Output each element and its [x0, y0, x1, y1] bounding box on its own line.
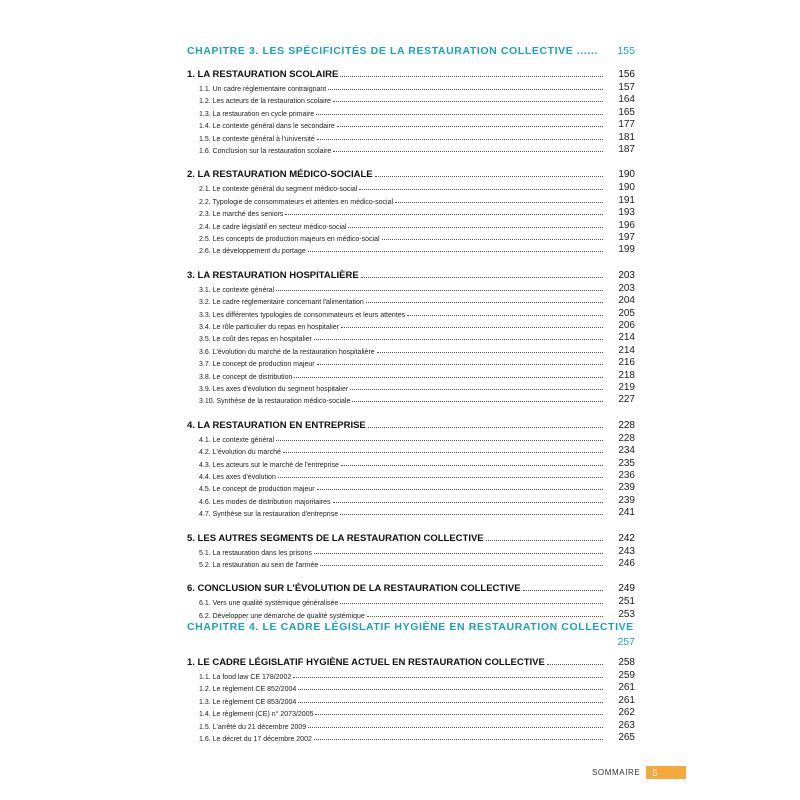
- dot-leader: [285, 214, 603, 215]
- toc-entry-page: 265: [618, 732, 635, 743]
- toc-entry-label: 1.1. Un cadre réglementaire contraignant: [199, 86, 327, 93]
- toc-subsection-entry[interactable]: [199, 119, 635, 130]
- toc-subsection-entry[interactable]: [199, 682, 635, 693]
- toc-entry-label: 3.3. Les différentes typologies de consommateurs et leurs attentes: [199, 311, 406, 319]
- toc-subsection-entry[interactable]: [199, 308, 635, 319]
- toc-subsection-entry[interactable]: [199, 332, 635, 343]
- toc-entry-page: 239: [618, 482, 635, 494]
- toc-entry-label: 6.1. Vers une qualité systémique généralisée: [199, 600, 339, 608]
- toc-entry-label: 1.3. La restauration en cycle primaire: [199, 110, 315, 118]
- toc-subsection-entry[interactable]: [199, 732, 635, 743]
- toc-section-entry[interactable]: [187, 531, 635, 544]
- toc-subsection-entry[interactable]: [199, 195, 635, 206]
- chapter-4-heading[interactable]: [187, 621, 635, 648]
- chapter-3-heading[interactable]: [187, 45, 635, 57]
- dot-leader: [352, 401, 603, 402]
- dot-leader: [317, 489, 603, 490]
- toc-entry-page: 203: [618, 282, 635, 294]
- toc-entry-page: 203: [618, 269, 635, 281]
- chapter-4-page: 257: [617, 636, 635, 648]
- toc-subsection-entry[interactable]: [199, 94, 635, 105]
- dot-leader: [294, 377, 603, 378]
- toc-subsection-entry[interactable]: [199, 458, 635, 469]
- toc-entry-label: 1. LA RESTAURATION SCOLAIRE: [187, 69, 339, 80]
- toc-subsection-entry[interactable]: [199, 707, 635, 718]
- dot-leader: [407, 315, 603, 316]
- dot-leader: [547, 664, 603, 665]
- toc-subsection-entry[interactable]: [199, 144, 635, 155]
- toc-entry-label: 1.2. Le règlement CE 852/2004: [199, 686, 297, 694]
- toc-subsection-entry[interactable]: [199, 244, 635, 255]
- toc-entry-label: 2.1. Le contexte général du segment médico-social: [199, 186, 358, 194]
- toc-subsection-entry[interactable]: [199, 382, 635, 393]
- toc-entry-page: 235: [618, 457, 635, 469]
- dot-leader: [367, 616, 603, 617]
- toc-entry-label: 4.3. Les acteurs sur le marché de l'entreprise: [199, 461, 339, 469]
- dot-leader: [276, 290, 603, 291]
- toc-entry-page: 258: [618, 657, 635, 668]
- toc-entry-page: 187: [618, 144, 635, 155]
- dot-leader: [359, 189, 603, 190]
- toc-entry-label: 2.6. Le développement du portage: [199, 248, 306, 256]
- toc-subsection-entry[interactable]: [199, 695, 635, 706]
- toc-entry-label: 3.10. Synthèse de la restauration médico-sociale: [199, 398, 351, 406]
- dot-leader: [278, 477, 603, 478]
- dot-leader: [395, 202, 603, 203]
- dot-leader: [298, 702, 603, 703]
- dot-leader: [377, 352, 603, 353]
- toc-entry-label: 1.3. Le règlement CE 853/2004: [199, 698, 297, 706]
- dot-leader: [276, 440, 603, 441]
- page-number-badge: 5: [646, 766, 686, 779]
- toc-entry-page: 205: [618, 307, 635, 319]
- toc-entry-label: 3.5. Le coût des repas en hospitalier: [199, 336, 312, 344]
- toc-subsection-entry[interactable]: [199, 283, 635, 294]
- toc-section-entry[interactable]: [187, 67, 635, 80]
- toc-entry-label: 1.1. La food law CE 178/2002: [199, 674, 292, 681]
- toc-entry-page: 242: [618, 532, 635, 544]
- dot-leader: [317, 139, 603, 140]
- chapter-3-page: 155: [617, 45, 635, 57]
- toc-entry-page: 190: [618, 169, 635, 181]
- toc-entry-label: 1.6. Conclusion sur la restauration scolaire: [199, 148, 332, 155]
- toc-entry-label: 2. LA RESTAURATION MÉDICO-SOCIALE: [187, 169, 373, 181]
- dot-leader: [382, 239, 603, 240]
- dot-leader: [328, 89, 603, 90]
- toc-subsection-entry[interactable]: [199, 295, 635, 306]
- toc-subsection-entry[interactable]: [199, 558, 635, 569]
- toc-entry-label: 1. LE CADRE LÉGISLATIF HYGIÈNE ACTUEL EN RESTAURATION COLLECTIVE: [187, 657, 545, 668]
- dot-leader: [308, 727, 603, 728]
- toc-subsection-entry[interactable]: [199, 370, 635, 381]
- toc-entry-page: 259: [618, 670, 635, 681]
- dot-leader: [523, 590, 603, 591]
- toc-entry-page: 261: [618, 682, 635, 694]
- toc-entry-label: 1.6. Le décret du 17 décembre 2002: [199, 736, 312, 743]
- dot-leader: [298, 689, 603, 690]
- toc-entry-label: 6.2. Développer une démarche de qualité systémique: [199, 612, 365, 620]
- toc-entry-label: 3.2. Le cadre réglementaire concernant l'alimentation: [199, 299, 364, 307]
- dot-leader: [337, 126, 603, 127]
- toc-subsection-entry[interactable]: [199, 182, 635, 193]
- toc-subsection-entry[interactable]: [199, 596, 635, 607]
- dot-leader: [314, 553, 603, 554]
- toc-entry-page: 249: [618, 583, 635, 595]
- dot-leader: [315, 714, 603, 715]
- toc-section-entry[interactable]: [187, 418, 635, 431]
- toc-entry-page: 227: [618, 394, 635, 406]
- dot-leader: [314, 339, 603, 340]
- dot-leader: [366, 302, 603, 303]
- toc-entry-page: 228: [618, 419, 635, 431]
- toc-entry-page: 199: [618, 244, 635, 256]
- toc-entry-page: 190: [618, 182, 635, 194]
- dot-leader: [293, 677, 603, 678]
- toc-entry-label: 4.1. Le contexte général: [199, 436, 275, 444]
- dot-leader: [316, 114, 603, 115]
- toc-subsection-entry[interactable]: [199, 507, 635, 518]
- toc-entry-page: 236: [618, 470, 635, 481]
- toc-entry-page: 204: [618, 295, 635, 307]
- toc-entry-page: 177: [618, 119, 635, 131]
- toc-entry-label: 1.5. L'arrêté du 21 décembre 2009: [199, 723, 307, 731]
- toc-entry-page: 206: [618, 320, 635, 331]
- dot-leader: [486, 540, 603, 541]
- toc-entry-label: 4.6. Les modes de distribution majoritaires: [199, 498, 331, 506]
- toc-subsection-entry[interactable]: [199, 495, 635, 506]
- dot-leader: [340, 76, 603, 77]
- toc-entry-page: 165: [618, 106, 635, 118]
- toc-entry-label: 4.7. Synthèse sur la restauration d'entreprise: [199, 511, 339, 519]
- toc-subsection-entry[interactable]: [199, 132, 635, 143]
- dot-leader: [375, 176, 603, 177]
- toc-entry-label: 4. LA RESTAURATION EN ENTREPRISE: [187, 419, 366, 431]
- toc-entry-page: 157: [618, 82, 635, 93]
- toc-subsection-entry[interactable]: [199, 220, 635, 231]
- dot-leader: [341, 327, 603, 328]
- toc-entry-label: 2.4. Le cadre législatif en secteur médico-social: [199, 223, 347, 231]
- toc-entry-label: 1.5. Le contexte général à l'université: [199, 135, 315, 143]
- toc-entry-page: 191: [618, 194, 635, 206]
- toc-subsection-entry[interactable]: [199, 207, 635, 218]
- toc-entry-label: 4.4. Les axes d'évolution: [199, 474, 276, 481]
- toc-entry-page: 164: [618, 94, 635, 106]
- toc-subsection-entry[interactable]: [199, 357, 635, 368]
- toc-subsection-entry[interactable]: [199, 107, 635, 118]
- toc-entry-label: 2.2. Typologie de consommateurs et attentes en médico-social: [199, 198, 394, 206]
- toc-subsection-entry[interactable]: [199, 320, 635, 331]
- toc-entry-label: 5.1. La restauration dans les prisons: [199, 549, 312, 557]
- toc-subsection-entry[interactable]: [199, 82, 635, 93]
- footer-label: SOMMAIRE: [592, 768, 641, 777]
- toc-section-entry[interactable]: [187, 655, 635, 668]
- toc-entry-page: 193: [618, 207, 635, 219]
- toc-subsection-entry[interactable]: [199, 720, 635, 731]
- dot-leader: [348, 227, 603, 228]
- dot-leader: [368, 427, 603, 428]
- toc-entry-label: 1.4. Le règlement (CE) n° 2073/2005: [199, 711, 314, 719]
- toc-entry-label: 1.2. Les acteurs de la restauration scolaire: [199, 98, 331, 106]
- toc-subsection-entry[interactable]: [199, 470, 635, 481]
- dot-leader: [333, 151, 603, 152]
- toc-entry-page: 263: [618, 719, 635, 731]
- toc-entry-label: 1.4. Le contexte général dans le secondaire: [199, 123, 335, 131]
- toc-subsection-entry[interactable]: [199, 232, 635, 243]
- toc-subsection-entry[interactable]: [199, 670, 635, 681]
- toc-entry-label: 3.7. Le concept de production majeur: [199, 361, 315, 369]
- toc-entry-page: 239: [618, 494, 635, 506]
- toc-entry-page: 228: [618, 432, 635, 444]
- toc-subsection-entry[interactable]: [199, 445, 635, 456]
- toc-entry-page: 214: [618, 344, 635, 356]
- toc-entry-label: 5. LES AUTRES SEGMENTS DE LA RESTAURATION COLLECTIVE: [187, 532, 484, 544]
- dot-leader: [317, 364, 603, 365]
- dot-leader: [361, 277, 603, 278]
- toc-entry-page: 234: [618, 445, 635, 457]
- toc-entry-label: 3.1. Le contexte général: [199, 286, 275, 294]
- dot-leader: [283, 452, 603, 453]
- chapter-4-title: CHAPITRE 4. LE CADRE LÉGISLATIF HYGIÈNE EN RESTAURATION COLLECTIVE: [187, 621, 634, 633]
- dot-leader: [314, 739, 603, 740]
- toc-entry-page: 262: [618, 707, 635, 719]
- toc-entry-label: 3.9. Les axes d'évolution du segment hospitalier: [199, 386, 349, 393]
- toc-subsection-entry[interactable]: [199, 482, 635, 493]
- toc-section-entry[interactable]: [187, 268, 635, 281]
- dot-leader: [341, 465, 603, 466]
- dot-leader: [320, 565, 603, 566]
- toc-entry-label: 6. CONCLUSION SUR L'ÉVOLUTION DE LA RESTAURATION COLLECTIVE: [187, 583, 521, 595]
- toc-entry-page: 219: [618, 382, 635, 393]
- toc-entry-page: 261: [618, 694, 635, 706]
- toc-entry-page: 241: [618, 507, 635, 519]
- toc-subsection-entry[interactable]: [199, 546, 635, 557]
- toc-entry-page: 218: [618, 369, 635, 381]
- dot-leader: [333, 502, 603, 503]
- dot-leader: [340, 603, 603, 604]
- toc-entry-page: 214: [618, 332, 635, 344]
- toc-entry-page: 196: [618, 219, 635, 231]
- toc-section-entry[interactable]: [187, 167, 635, 180]
- toc-subsection-entry[interactable]: [199, 345, 635, 356]
- toc-entry-page: 197: [618, 232, 635, 243]
- toc-entry-page: 251: [618, 596, 635, 608]
- toc-entry-page: 246: [618, 558, 635, 569]
- toc-entry-page: 181: [618, 131, 635, 143]
- toc-entry-label: 2.5. Les concepts de production majeurs en médico-social: [199, 236, 380, 243]
- toc-entry-label: 4.5. Le concept de production majeur: [199, 486, 315, 494]
- toc-entry-page: 253: [618, 608, 635, 620]
- toc-entry-label: 3. LA RESTAURATION HOSPITALIÈRE: [187, 269, 359, 281]
- toc-entry-page: 156: [618, 69, 635, 80]
- toc-entry-page: 243: [618, 545, 635, 557]
- toc-entry-page: 216: [618, 357, 635, 369]
- toc-subsection-entry[interactable]: [199, 609, 635, 620]
- dot-leader: [340, 514, 603, 515]
- toc-subsection-entry[interactable]: [199, 394, 635, 405]
- toc-entry-label: 3.4. Le rôle particulier du repas en hospitalier: [199, 324, 340, 331]
- toc-subsection-entry[interactable]: [199, 433, 635, 444]
- toc-section-entry[interactable]: [187, 581, 635, 594]
- toc-entry-label: 3.8. Le concept de distribution: [199, 373, 293, 381]
- chapter-3-title: CHAPITRE 3. LES SPÉCIFICITÉS DE LA RESTAURATION COLLECTIVE ......: [187, 45, 599, 57]
- toc-entry-label: 5.2. La restauration au sein de l'armée: [199, 562, 319, 569]
- toc-entry-label: 2.3. Le marché des seniors: [199, 211, 284, 219]
- dot-leader: [308, 251, 603, 252]
- dot-leader: [333, 101, 603, 102]
- toc-entry-label: 3.6. L'évolution du marché de la restauration hospitalière: [199, 348, 375, 356]
- toc-entry-label: 4.2. L'évolution du marché: [199, 449, 281, 457]
- dot-leader: [350, 389, 603, 390]
- page-footer: [592, 766, 686, 779]
